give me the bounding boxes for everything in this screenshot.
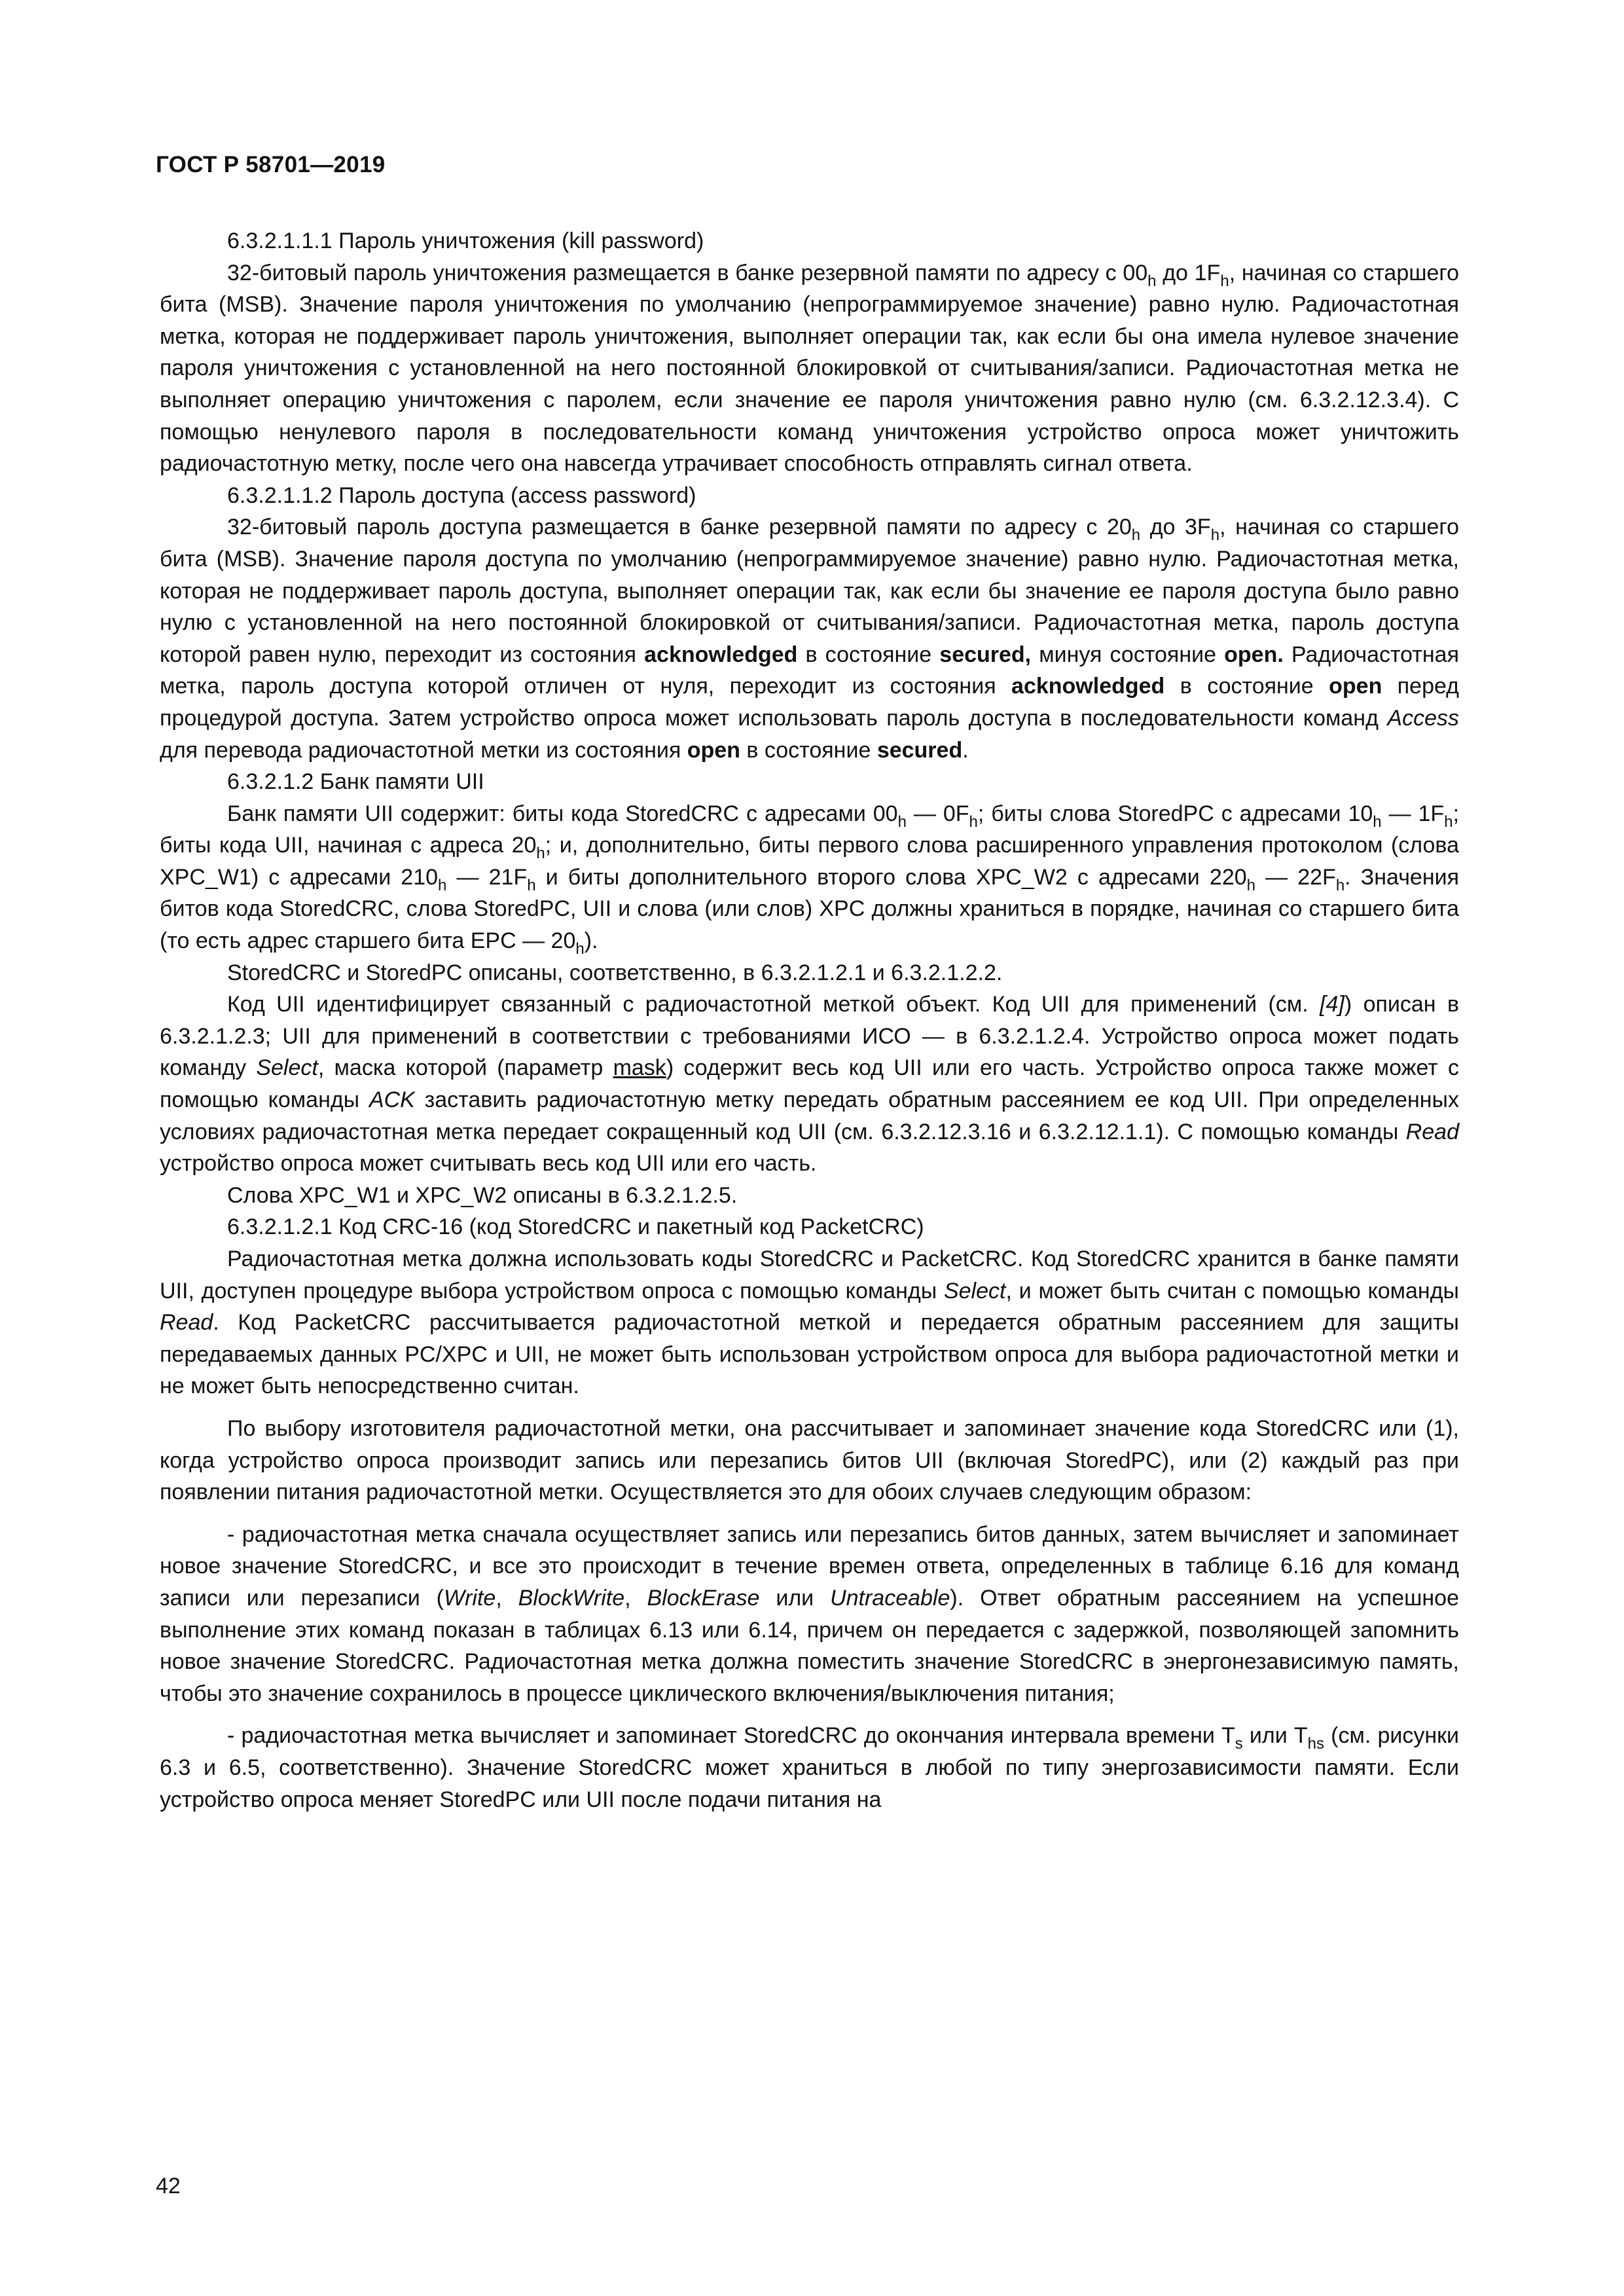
- paragraph-uii-bank: Банк памяти UII содержит: биты кода StoredCRC с адресами $00_h$ — $0F_h$; биты слова StoredPC с адресами $10_h$ — $1F_h$; биты кода UII, начиная с адреса $20_h$; и, дополнительно, биты первого слова расширенного управления протоколом (слова XPC_W1) с адресами $210_h$ — $21F_h$ и биты дополнительного второго слова XPC_W2 с адресами $220_h$ — $22F_h$. Значения битов кода StoredCRC, слова StoredPC, UII и слова (или слов) XPC должны храниться в порядке, начиная со старшего бита (то есть адрес старшего бита EPC — $20_h$).: [160, 801, 1460, 958]
- paragraph-crc-usage: Радиочастотная метка должна использовать коды StoredCRC и PacketCRC. Код StoredCRC хранится в банке памяти UII, доступен процедуре выбора устройством опроса с помощью команды Select, и может быть считан с помощью команды Read. Код PacketCRC рассчитывается радиочастотной меткой и передается обратным рассеянием для защиты передаваемых данных PC/XPC и UII, не может быть использован устройством опроса для выбора радиочастотной метки и не может быть непосредственно считан.: [160, 1247, 1459, 1399]
- list-item-option-1: - радиочастотная метка сначала осуществляет запись или перезапись битов данных, затем вычисляет и запоминает новое значение StoredCRC, и все это происходит в течение времен ответа, определенных в таблице 6.16 для команд записи или перезаписи (Write, BlockWrite, BlockErase или Untraceable). Ответ обратным рассеянием на успешное выполнение этих команд показан в таблицах 6.13 или 6.14, причем он передается с задержкой, позволяющей запомнить новое значение StoredCRC. Радиочастотная метка должна поместить значение StoredCRC в энергонезависимую память, чтобы это значение сохранилось в процессе циклического включения/выключения питания;: [160, 1522, 1459, 1706]
- section-heading-uii-bank: 6.3.2.1.2 Банк памяти UII: [227, 769, 484, 795]
- document-body: [160, 225, 1459, 1815]
- paragraph-storedcrc-storedpc: StoredCRC и StoredPC описаны, соответственно, в 6.3.2.1.2.1 и 6.3.2.1.2.2.: [227, 960, 1003, 985]
- section-heading-access-password: 6.3.2.1.1.2 Пароль доступа (access password): [227, 483, 696, 508]
- document-header: ГОСТ Р 58701—2019: [156, 152, 386, 177]
- paragraph-kill-password: 32-битовый пароль уничтожения размещается в банке резервной памяти по адресу с $00_h$ до $1F_h$, начиная со старшего бита (MSB). Значение пароля уничтожения по умолчанию (непрограммируемое значение) равно нулю. Радиочастотная метка, которая не поддерживает пароль уничтожения, выполняет операции так, как если бы она имела нулевое значение пароля уничтожения с установленной на него постоянной блокировкой от считывания/записи. Радиочастотная метка не выполняет операцию уничтожения с паролем, если значение ее пароля уничтожения равно нулю (см. 6.3.2.12.3.4). С помощью ненулевого пароля в последовательности команд уничтожения устройство опроса может уничтожить радиочастотную метку, после чего она навсегда утрачивает способность отправлять сигнал ответа.: [160, 260, 1459, 477]
- paragraph-uii-code: Код UII идентифицирует связанный с радиочастотной меткой объект. Код UII для применений (см. [4]) описан в 6.3.2.1.2.3; UII для применений в соответствии с требованиями ИСО — в 6.3.2.1.2.4. Устройство опроса может подать команду Select, маска которой (параметр mask) содержит весь код UII или его часть. Устройство опроса также может с помощью команды ACK заставить радиочастотную метку передать обратным рассеянием ее код UII. При определенных условиях радиочастотная метка передает сокращенный код UII (см. 6.3.2.12.3.16 и 6.3.2.12.1.1). С помощью команды Read устройство опроса может считывать весь код UII или его часть.: [160, 992, 1460, 1176]
- section-heading-kill-password: 6.3.2.1.1.1 Пароль уничтожения (kill password): [227, 228, 704, 253]
- list-item-option-2: - радиочастотная метка вычисляет и запоминает StoredCRC до окончания интервала времени $T_s$ или $T_{hs}$ (см. рисунки 6.3 и 6.5, соответственно). Значение StoredCRC может храниться в любой по типу энергозависимости памяти. Если устройство опроса меняет StoredPC или UII после подачи питания на: [160, 1723, 1459, 1812]
- page-number: 42: [156, 2174, 181, 2198]
- section-heading-crc16: 6.3.2.1.2.1 Код CRC-16 (код StoredCRC и пакетный код PacketCRC): [227, 1214, 924, 1240]
- paragraph-xpc-words: Слова XPC_W1 и XPC_W2 описаны в 6.3.2.1.2.5.: [227, 1182, 738, 1208]
- paragraph-manufacturer-choice: По выбору изготовителя радиочастотной метки, она рассчитывает и запоминает значение кода StoredCRC или (1), когда устройство опроса производит запись или перезапись битов UII (включая StoredPC), или (2) каждый раз при появлении питания радиочастотной метки. Осуществляется это для обоих случаев следующим образом:: [160, 1415, 1459, 1505]
- paragraph-access-password: 32-битовый пароль доступа размещается в банке резервной памяти по адресу с $20_h$ до $3F_h$, начиная со старшего бита (MSB). Значение пароля доступа по умолчанию (непрограммируемое значение) равно нулю. Радиочастотная метка, которая не поддерживает пароль доступа, выполняет операции так, как если бы значение ее пароля доступа было равно нулю с установленной на него постоянной блокировкой от считывания/записи. Радиочастотная метка, пароль доступа которой равен нулю, переходит из состояния acknowledged в состояние secured, минуя состояние open. Радиочастотная метка, пароль доступа которой отличен от нуля, переходит из состояния acknowledged в состояние open перед процедурой доступа. Затем устройство опроса может использовать пароль доступа в последовательности команд Access для перевода радиочастотной метки из состояния open в состояние secured.: [160, 515, 1459, 763]
